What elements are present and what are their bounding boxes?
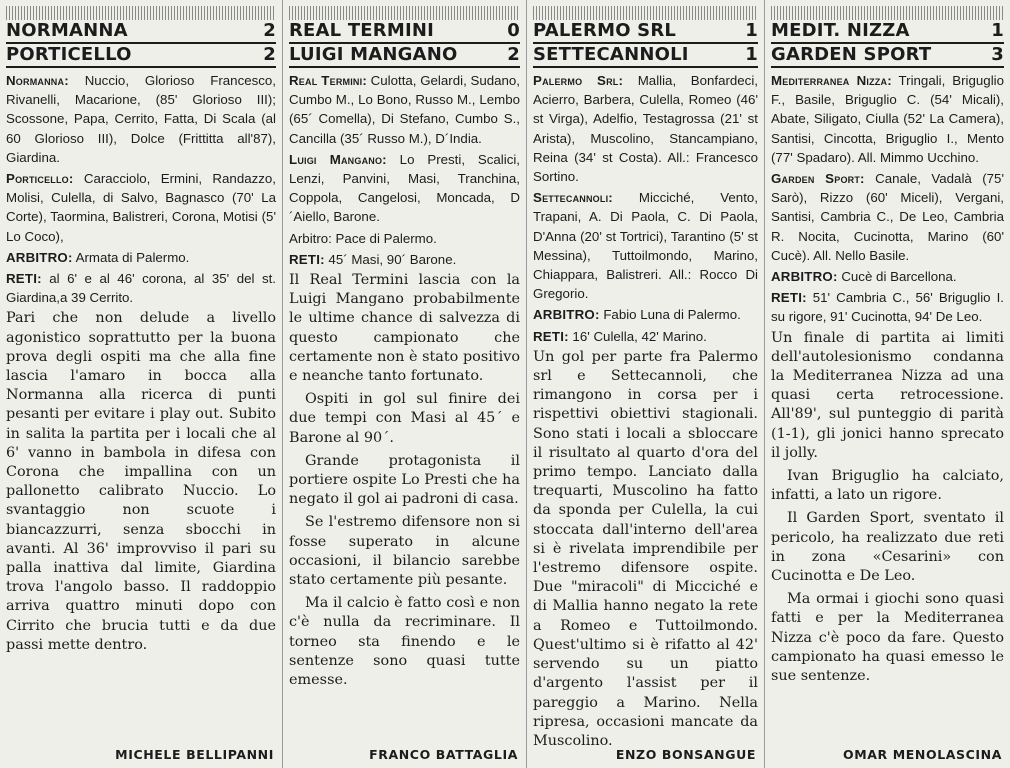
detail-label: Luigi Mangano: [289,151,387,167]
score-row [533,44,758,68]
detail-text: Tringali, Briguglio F., Basile, Briguglio C. (54' Micali), Abate, Siligato, Ciulla (52' La Camera), Santisi, Cincotta, Briguglio I., Mento (77' Spadaro). All. Mimmo Ucchino. [771,73,1004,165]
detail-text: Cucè di Barcellona. [841,269,957,285]
match-details [6,71,276,307]
lineup-home [289,71,520,148]
author-byline: ENZO BONSANGUE [615,747,756,762]
detail-label: Normanna: [6,73,69,88]
goals [6,269,276,307]
detail-text: Lo Presti, Scalici, Lenzi, Panvini, Masi, Tranchina, Coppola, Cangelosi, Moncada, D´Aiello, Barone. [289,151,520,225]
score-row [6,44,276,68]
article-paragraph: Ivan Briguglio ha calciato, infatti, a lato un rigore. [771,468,1004,504]
team-goals: 1 [745,20,758,41]
match-column-4 [764,0,1010,768]
detail-label: ARBITRO: [6,249,73,265]
goals [771,288,1004,326]
article-body [6,309,276,655]
detail-text: Caracciolo, Ermini, Randazzo, Molisi, Culella, di Salvo, Bagnasco (70' La Corte), Taormina, Balistreri, Corona, Motisi (5' Lo Coco), [6,171,277,244]
article-paragraph: Ospiti in gol sul finire dei due tempi con Masi al 45´ e Barone al 90´. [289,391,520,446]
author-byline: MICHELE BELLIPANNI [115,747,274,762]
detail-label: Real Termini: [289,73,367,88]
detail-text: Fabio Luna di Palermo. [603,307,741,323]
referee [289,229,520,248]
article-body [771,329,1004,687]
team-name: NORMANNA [6,20,128,41]
detail-text: al 6' e al 46' corona, al 35' del st. Giardina,a 39 Cerrito. [6,271,276,306]
detail-text: Armata di Palermo. [75,249,190,265]
score-row [771,44,1004,68]
detail-label: RETI: [771,290,807,306]
article-paragraph: Un gol per parte fra Palermo srl e Settecannoli, che rimangono in corsa per i rispettivi obiettivi stagionali. Sono stati i locali a sbloccare il risultato al quarto d'ora del primo tempo. Lanciato dalla trequarti, Muscolino ha fatto da sponda per Culella, la cui stoccata dall'interno dell'area si è rivelata imprendibile per l'estremo difensore ospite. Due "miracoli" di Micciché e di Mallia hanno negato la rete a Romeo e Tuttoilmondo. Quest'ultimo si è rifatto al 42' servendo su un piatto d'argento l'assist per il pareggio a Marino. Nella ripresa, occasioni mancate da Muscolino. [533,348,758,749]
team-name: GARDEN SPORT [771,44,932,65]
score-row [289,20,520,44]
detail-label: Settecannoli: [533,190,613,206]
team-goals: 0 [507,20,520,41]
detail-label: RETI: [533,328,569,344]
match-details [771,71,1004,327]
article-paragraph: Il Real Termini lascia con la Luigi Mangano probabilmente le ultime chance di salvezza di questo campionato che certamente non è stato positivo e neanche tanto fortunato. [289,272,520,385]
article-paragraph: Il Garden Sport, sventato il pericolo, ha realizzato due reti in zona «Cesarini» con Cucinotta e De Leo. [771,510,1004,585]
header-hatch [289,6,520,20]
detail-label: Porticello: [6,171,74,187]
team-goals: 3 [991,44,1004,65]
score-row [533,20,758,44]
detail-label: RETI: [6,271,42,287]
article-paragraph: Ma il calcio è fatto così e non c'è nulla da recriminare. Il torneo sta finendo e le sentenze sono quasi tutte emesse. [289,595,520,689]
score-row [771,20,1004,44]
article-paragraph: Grande protagonista il portiere ospite Lo Presti che ha negato il gol ai padroni di casa. [289,452,520,508]
detail-text: Culotta, Gelardi, Sudano, Cumbo M., Lo Bono, Russo M., Lembo (65´ Comella), Di Stefano, Cumbo S., Cancilla (35´ Russo M.), D´India. [289,73,520,146]
team-goals: 1 [991,20,1004,41]
detail-label: ARBITRO: [771,269,838,285]
team-name: PORTICELLO [6,44,132,65]
team-name: PALERMO SRL [533,20,677,41]
article-body [289,271,520,690]
detail-text: Micciché, Vento, Trapani, A. Di Paola, C. Di Paola, D'Anna (20' st Tortrici), Tarantino (5' st Messina), Tuttoilmondo, Marino, Chiappara, Balistreri. All.: Rocco Di Gregorio. [533,190,758,302]
detail-text: 51' Cambria C., 56' Briguglio I. su rigore, 91' Cucinotta, 94' De Leo. [771,290,1004,325]
detail-text: Canale, Vadalà (75' Sarò), Rizzo (60' Miceli), Vergani, Santisi, Cambria C., De Leo, Cambria R. Nocita, Cucinotta, Marino (60' Cucè). All. Nello Basile. [771,171,1004,263]
detail-text: Nuccio, Glorioso Francesco, Rivanelli, Macarione, (85' Glorioso III); Scossone, Papa, Cerrito, Fatta, Di Scala (al 60 Glorioso III), Dolce (Frittitta all'87), Giardina. [6,73,276,165]
detail-text: Arbitro: Pace di Palermo. [289,230,437,246]
article-paragraph: Un finale di partita ai limiti dell'autolesionismo condanna la Mediterranea Nizza ad una quasi certa retrocessione. All'89', sul punteggio di parità (1-1), gli jonici hanno sprecato il jolly. [771,329,1004,461]
detail-label: ARBITRO: [533,307,600,323]
match-column-2 [282,0,526,768]
match-column-3 [526,0,764,768]
team-goals: 2 [507,44,520,65]
article-paragraph: Ma ormai i giochi sono quasi fatti e per la Mediterranea Nizza c'è poco da fare. Questo campionato ha quasi emesso le sue sentenze. [771,591,1004,685]
detail-text: 45´ Masi, 90´ Barone. [328,251,457,267]
header-hatch [6,6,276,20]
lineup-away [533,188,758,303]
team-name: REAL TERMINI [289,20,435,41]
article-body [533,348,758,751]
team-name: LUIGI MANGANO [289,44,458,65]
article-paragraph: Se l'estremo difensore non si fosse superato in alcune occasioni, il bilancio sarebbe stato certamente più pesante. [289,514,520,589]
referee [533,305,758,324]
lineup-home [533,71,758,186]
referee [771,267,1004,286]
author-byline: OMAR MENOLASCINA [843,747,1002,762]
detail-label: Mediterranea Nizza: [771,73,892,88]
score-row [6,20,276,44]
match-column-1 [0,0,282,768]
team-name: SETTECANNOLI [533,44,689,65]
team-goals: 2 [263,20,276,41]
detail-label: Palermo Srl: [533,73,624,88]
team-goals: 1 [745,44,758,65]
detail-label: RETI: [289,251,325,267]
referee [6,248,276,267]
match-details [289,71,520,269]
team-goals: 2 [263,44,276,65]
match-details [533,71,758,346]
lineup-away [6,169,276,246]
score-row [289,44,520,68]
author-byline: FRANCO BATTAGLIA [369,747,518,762]
lineup-away [289,150,520,227]
goals [533,327,758,346]
lineup-home [6,71,276,167]
detail-label: Garden Sport: [771,171,865,187]
article-paragraph: Pari che non delude a livello agonistico soprattutto per la buona prova degli ospiti ma che alla fine lascia l'amaro in bocca alla Normanna alla ricerca di punti pesanti per evitare i play out. Subito in salita la partita per i locali che al 6' vanno in bambola in difesa con Corona che impallina con un pallonetto calibrato Nuccio. Lo svantaggio non scuote i biancazzurri, senza sbocchi in avanti. Al 36' improvviso il pari su palla inattiva dal limite, Giardina trova l'angolo basso. Il raddoppio arriva quattro minuti dopo con Cirrito che brucia tutti e da due passi mette dentro. [6,310,276,653]
lineup-home [771,71,1004,167]
detail-text: 16' Culella, 42' Marino. [572,328,707,344]
team-name: MEDIT. NIZZA [771,20,910,41]
goals [289,250,520,269]
header-hatch [771,6,1004,20]
header-hatch [533,6,758,20]
detail-text: Mallia, Bonfardeci, Acierro, Barbera, Culella, Romeo (46' st Virga), Adelfio, Testagrossa (21' st Arista), Muscolino, Stancampiano, Reina (34' st Costa). All.: Francesco Sortino. [533,73,758,185]
lineup-away [771,169,1004,265]
